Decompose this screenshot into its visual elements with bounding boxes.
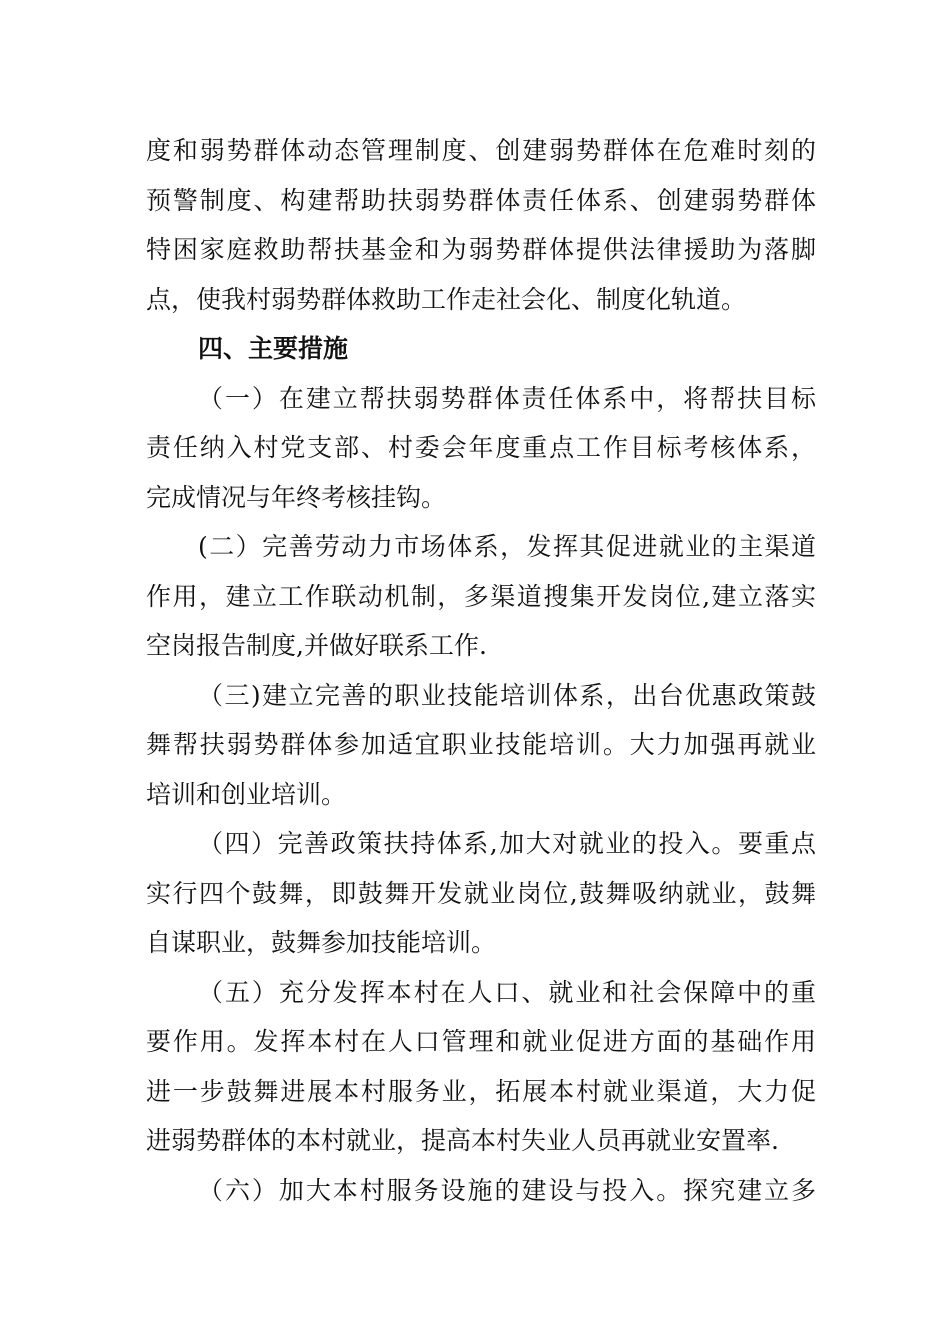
paragraph-line: (二）完善劳动力市场体系，发挥其促进就业的主渠道	[198, 532, 816, 561]
paragraph-line: 实行四个鼓舞，即鼓舞开发就业岗位,鼓舞吸纳就业，鼓舞	[146, 878, 816, 908]
paragraph-line: 特困家庭救助帮扶基金和为弱势群体提供法律援助为落脚	[146, 235, 816, 264]
section-heading: 四、主要措施	[198, 334, 349, 363]
paragraph-line: 点，使我村弱势群体救助工作走社会化、制度化轨道。	[146, 284, 747, 314]
paragraph-line: 进一步鼓舞进展本村服务业，拓展本村就业渠道，大力促	[146, 1076, 816, 1106]
document-body	[146, 126, 816, 1215]
paragraph-line: 度和弱势群体动态管理制度、创建弱势群体在危难时刻的	[146, 136, 816, 165]
paragraph-line: 舞帮扶弱势群体参加适宜职业技能培训。大力加强再就业	[146, 730, 816, 759]
paragraph-line: 培训和创业培训。	[146, 779, 347, 809]
paragraph-line: 责任纳入村党支部、村委会年度重点工作目标考核体系，	[146, 433, 816, 462]
paragraph-line: 要作用。发挥本村在人口管理和就业促进方面的基础作用	[146, 1027, 816, 1056]
paragraph-line: 自谋职业，鼓舞参加技能培训。	[146, 928, 497, 957]
paragraph-line: 预警制度、构建帮助扶弱势群体责任体系、创建弱势群体	[146, 185, 816, 215]
paragraph-line: 空岗报告制度,并做好联系工作.	[146, 631, 487, 660]
paragraph-line: （五）充分发挥本村在人口、就业和社会保障中的重	[198, 977, 816, 1007]
paragraph-line: 进弱势群体的本村就业，提高本村失业人员再就业安置率.	[146, 1126, 779, 1155]
paragraph-line: （四）完善政策扶持体系,加大对就业的投入。要重点	[198, 829, 816, 858]
paragraph-line: （六）加大本村服务设施的建设与投入。探究建立多	[198, 1175, 816, 1205]
paragraph-line: 作用，建立工作联动机制，多渠道搜集开发岗位,建立落实	[146, 581, 816, 611]
paragraph-line: （三)建立完善的职业技能培训体系，出台优惠政策鼓	[198, 680, 816, 710]
paragraph-line: 完成情况与年终考核挂钩。	[146, 482, 447, 512]
paragraph-line: （一）在建立帮扶弱势群体责任体系中，将帮扶目标	[198, 383, 816, 413]
